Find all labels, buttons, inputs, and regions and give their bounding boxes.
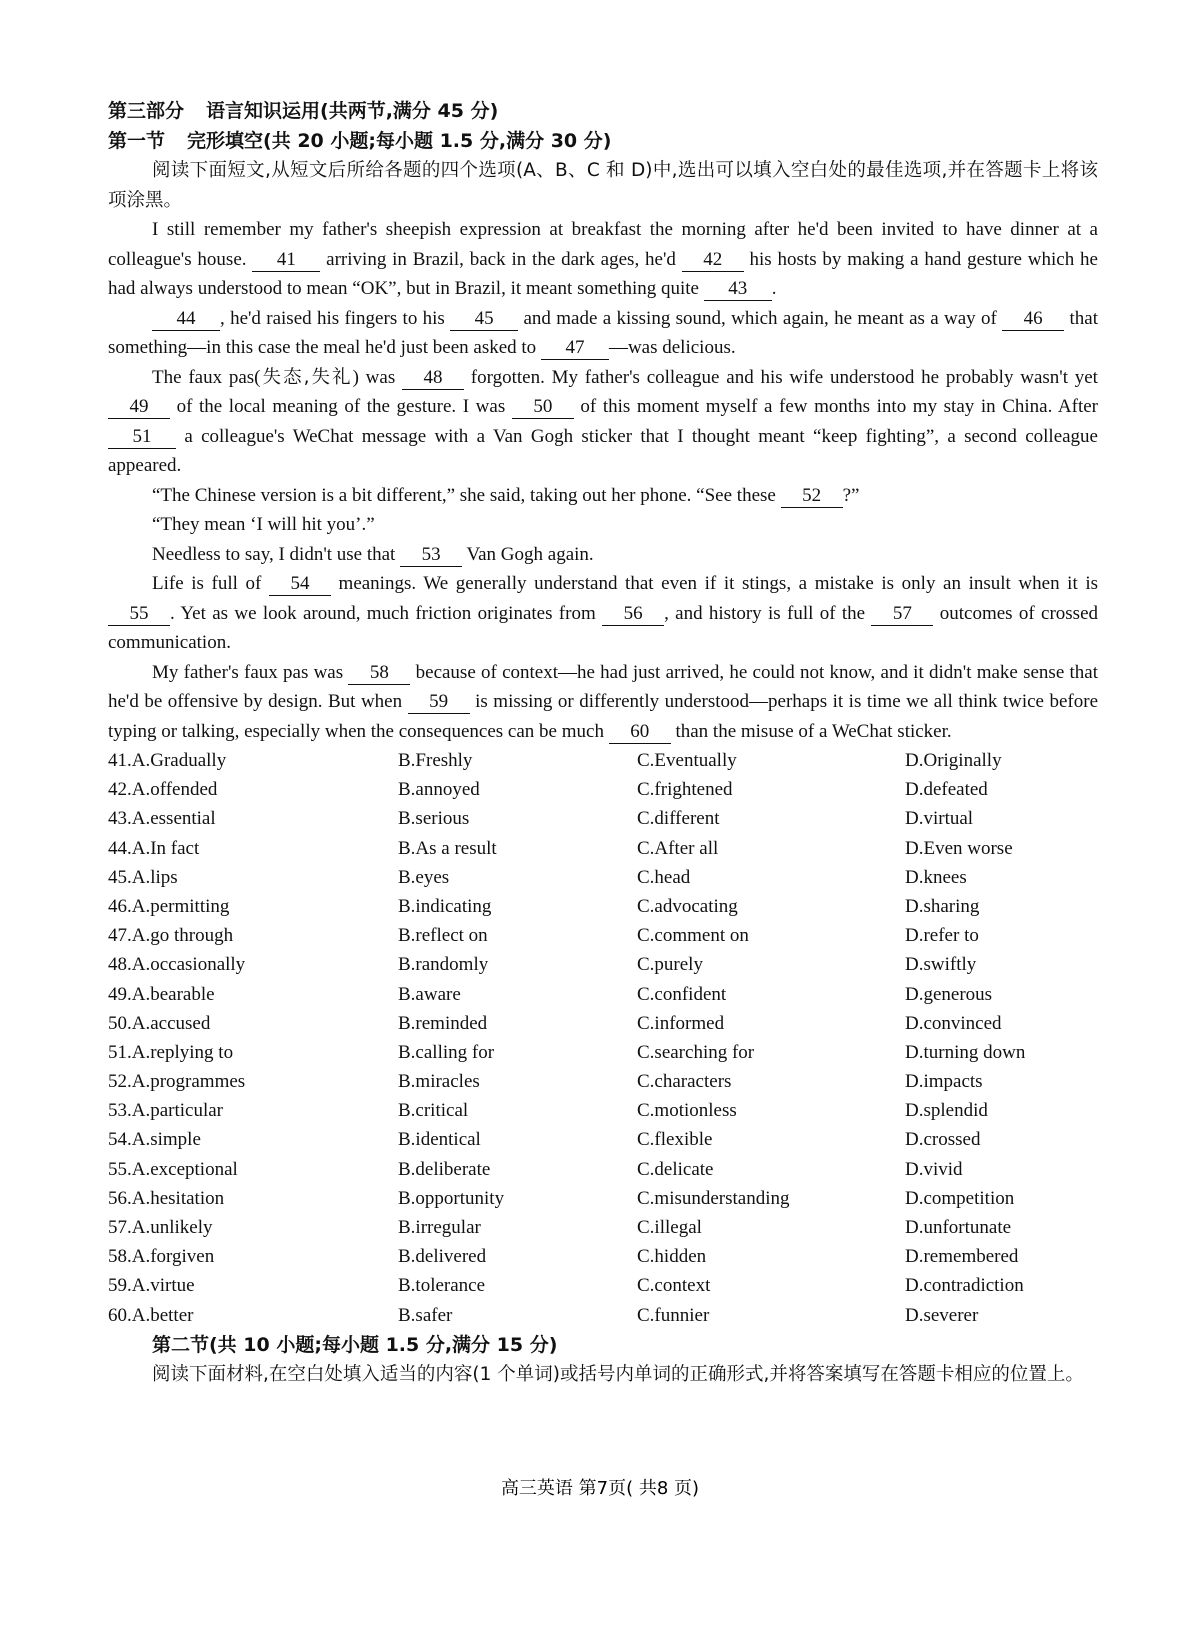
blank-52: 52: [781, 485, 843, 508]
option-a: 60.A.better: [108, 1304, 194, 1326]
option-b: B.delivered: [398, 1246, 487, 1268]
passage-text: The faux pas(: [152, 366, 261, 388]
passage-text: I still remember my father's sheepish expression at breakfast the morning after he'd been invited to have dinner at a colleague's house.: [108, 219, 1098, 270]
option-d: D.unfortunate: [905, 1217, 1012, 1238]
passage-text: Van Gogh again.: [462, 543, 594, 565]
passage-text: his hosts by making a hand gesture which he had always understood to mean “OK”, but in Brazil, it meant something quite: [108, 248, 1098, 299]
option-d: D.impacts: [905, 1071, 983, 1093]
option-b: B.As a result: [398, 837, 497, 859]
passage-text: outcomes of crossed communication.: [108, 602, 1099, 653]
option-a: 41.A.Gradually: [108, 750, 227, 771]
option-a: 52.A.programmes: [108, 1071, 246, 1093]
option-row: [108, 1301, 1098, 1330]
section2-instruction: 阅读下面材料,在空白处填入适当的内容(1 个单词)或括号内单词的正确形式,并将答案填写在答题卡相应的位置上。: [152, 1363, 1084, 1385]
option-row: [108, 1155, 1098, 1184]
section1-title: 第一节: [108, 130, 166, 152]
passage-text: of this moment myself a few months into my stay in China. After: [573, 396, 1098, 417]
passage-text: meanings. We generally understand that even if it stings, a mistake is only an insult when it is: [330, 573, 1099, 594]
exam-page: [108, 96, 1098, 1389]
passage-text: , and history is full of the: [664, 602, 872, 624]
passage-paragraph-6: [108, 540, 1098, 570]
option-a: 54.A.simple: [108, 1129, 201, 1151]
blank-50: 50: [512, 396, 574, 419]
section1-instruction: 阅读下面短文,从短文后所给各题的四个选项(A、B、C 和 D)中,选出可以填入空白处的最佳选项,并在答题卡上将该项涂黑。: [108, 160, 1098, 211]
option-c: C.After all: [637, 837, 719, 859]
blank-58: 58: [348, 662, 410, 685]
passage-text: than the misuse of a WeChat sticker.: [670, 720, 952, 742]
option-row: [108, 1125, 1098, 1154]
option-b: B.Freshly: [398, 750, 473, 771]
passage-text: ?”: [842, 484, 860, 506]
option-b: B.miracles: [398, 1071, 480, 1093]
option-row: [108, 1067, 1098, 1096]
option-a: 55.A.exceptional: [108, 1158, 238, 1180]
option-row: [108, 892, 1098, 921]
option-b: B.calling for: [398, 1041, 495, 1063]
passage-text: “The Chinese version is a bit different,” she said, taking out her phone. “See these: [152, 484, 781, 506]
option-a: 45.A.lips: [108, 866, 178, 888]
option-c: C.delicate: [637, 1158, 714, 1180]
option-d: D.splendid: [905, 1100, 988, 1122]
part-title: 第三部分: [108, 100, 185, 122]
option-d: D.remembered: [905, 1246, 1019, 1268]
section1-heading: [108, 126, 1098, 156]
passage-text: forgotten. My father's colleague and his wife understood he probably wasn't yet: [464, 366, 1098, 388]
passage-text: and made a kissing sound, which again, he meant as a way of: [518, 307, 1003, 329]
blank-46: 46: [1002, 308, 1064, 331]
option-c: C.illegal: [637, 1217, 702, 1238]
option-a: 49.A.bearable: [108, 983, 215, 1005]
option-row: [108, 775, 1098, 804]
option-row: [108, 1096, 1098, 1125]
option-b: B.critical: [398, 1100, 469, 1122]
option-a: 58.A.forgiven: [108, 1246, 215, 1268]
option-a: 42.A.offended: [108, 779, 218, 801]
passage-text: ) was: [352, 366, 403, 388]
option-d: D.virtual: [905, 808, 974, 830]
option-a: 56.A.hesitation: [108, 1187, 225, 1209]
option-c: C.advocating: [637, 895, 738, 917]
option-c: C.misunderstanding: [637, 1187, 790, 1209]
blank-45: 45: [450, 308, 518, 331]
blank-53: 53: [400, 544, 462, 567]
blank-57: 57: [871, 603, 933, 626]
passage-paragraph-1: [108, 215, 1098, 304]
option-d: D.swiftly: [905, 954, 977, 976]
part-heading: [108, 96, 1098, 126]
option-b: B.irregular: [398, 1217, 481, 1238]
option-c: C.different: [637, 808, 720, 830]
option-row: [108, 950, 1098, 979]
option-d: D.Even worse: [905, 837, 1013, 859]
option-b: B.reminded: [398, 1012, 488, 1034]
passage-text: that something—in this case the meal he'd just been asked to: [108, 307, 1098, 358]
blank-60: 60: [609, 721, 671, 744]
option-row: [108, 1242, 1098, 1271]
blank-59: 59: [408, 691, 470, 714]
option-b: B.annoyed: [398, 779, 480, 801]
option-c: C.characters: [637, 1071, 732, 1093]
blank-55: 55: [108, 603, 170, 626]
option-a: 51.A.replying to: [108, 1041, 234, 1063]
option-c: C.funnier: [637, 1304, 710, 1326]
option-b: B.serious: [398, 808, 470, 830]
option-d: D.turning down: [905, 1041, 1026, 1063]
option-row: [108, 1271, 1098, 1300]
option-d: D.defeated: [905, 779, 988, 801]
option-c: C.confident: [637, 983, 727, 1005]
option-row: [108, 921, 1098, 950]
passage-text: My father's faux pas was: [152, 661, 349, 683]
option-a: 47.A.go through: [108, 925, 234, 947]
option-d: D.Originally: [905, 750, 1002, 771]
blank-43: 43: [704, 278, 772, 301]
option-b: B.randomly: [398, 954, 489, 976]
passage-text: , he'd raised his fingers to his: [220, 307, 451, 329]
cloze-passage: [108, 215, 1098, 746]
option-c: C.flexible: [637, 1129, 713, 1151]
option-c: C.informed: [637, 1012, 725, 1034]
blank-47: 47: [541, 337, 609, 360]
page-footer: 高三英语 第7页( 共8 页): [500, 1478, 700, 1499]
answer-options: [108, 746, 1098, 1330]
option-row: [108, 1038, 1098, 1067]
option-d: D.sharing: [905, 895, 980, 917]
option-b: B.identical: [398, 1129, 481, 1151]
option-a: 53.A.particular: [108, 1100, 224, 1122]
option-d: D.competition: [905, 1187, 1015, 1209]
option-d: D.knees: [905, 866, 967, 888]
option-c: C.searching for: [637, 1041, 755, 1063]
option-row: [108, 804, 1098, 833]
blank-51: 51: [108, 426, 176, 449]
option-d: D.crossed: [905, 1129, 981, 1151]
passage-text: . Yet as we look around, much friction originates from: [170, 602, 603, 624]
passage-text: a colleague's WeChat message with a Van Gogh sticker that I thought meant “keep fighting”, a second colleague appeared.: [108, 425, 1098, 476]
passage-text: arriving in Brazil, back in the dark ages, he'd: [320, 248, 682, 270]
option-d: D.convinced: [905, 1012, 1002, 1034]
option-b: B.indicating: [398, 895, 492, 917]
passage-text: of the local meaning of the gesture. I was: [170, 396, 512, 417]
passage-paragraph-5: “They mean ‘I will hit you’.”: [152, 514, 375, 535]
blank-48: 48: [402, 367, 464, 390]
option-a: 50.A.accused: [108, 1012, 211, 1034]
option-d: D.contradiction: [905, 1275, 1024, 1297]
part-description: 语言知识运用(共两节,满分 45 分): [206, 100, 499, 122]
passage-text: Needless to say, I didn't use that: [152, 543, 401, 565]
option-b: B.safer: [398, 1304, 453, 1326]
option-c: C.motionless: [637, 1100, 737, 1122]
option-row: [108, 1213, 1098, 1242]
passage-text: because of context—he had just arrived, he could not know, and it didn't make sense that he'd be offensive by design. But when: [108, 661, 1098, 712]
option-b: B.reflect on: [398, 925, 488, 947]
option-a: 48.A.occasionally: [108, 954, 246, 976]
option-d: D.generous: [905, 983, 993, 1005]
passage-paragraph-3: [108, 363, 1098, 481]
passage-text: —was delicious.: [608, 337, 736, 358]
passage-text: is missing or differently understood—perhaps it is time we all think twice before typing or talking, especially when the consequences can be much: [108, 691, 1098, 742]
blank-42: 42: [682, 249, 744, 272]
option-b: B.deliberate: [398, 1158, 491, 1180]
chinese-gloss: 失态,失礼: [260, 366, 353, 388]
option-row: [108, 1009, 1098, 1038]
option-b: B.opportunity: [398, 1187, 505, 1209]
blank-49: 49: [108, 396, 170, 419]
option-row: [108, 1184, 1098, 1213]
option-c: C.Eventually: [637, 750, 737, 771]
passage-text: .: [771, 278, 777, 299]
option-row: [108, 746, 1098, 775]
blank-44: 44: [152, 308, 220, 331]
option-row: [108, 980, 1098, 1009]
passage-paragraph-4: [108, 481, 1098, 511]
passage-text: Life is full of: [152, 573, 269, 594]
option-c: C.context: [637, 1275, 711, 1297]
option-a: 43.A.essential: [108, 808, 216, 830]
option-c: C.purely: [637, 954, 703, 976]
passage-paragraph-2: [108, 304, 1098, 363]
option-b: B.aware: [398, 983, 461, 1005]
option-b: B.tolerance: [398, 1275, 486, 1297]
option-c: C.hidden: [637, 1246, 707, 1268]
passage-paragraph-8: [108, 658, 1098, 747]
option-c: C.comment on: [637, 925, 749, 947]
option-d: D.vivid: [905, 1158, 963, 1180]
blank-56: 56: [602, 603, 664, 626]
blank-54: 54: [269, 573, 331, 596]
option-a: 44.A.In fact: [108, 837, 200, 859]
option-row: [108, 834, 1098, 863]
option-c: C.frightened: [637, 779, 733, 801]
option-row: [108, 863, 1098, 892]
section2-heading: 第二节(共 10 小题;每小题 1.5 分,满分 15 分): [152, 1333, 558, 1356]
option-a: 59.A.virtue: [108, 1275, 195, 1297]
option-d: D.refer to: [905, 925, 979, 947]
option-a: 57.A.unlikely: [108, 1217, 213, 1238]
section1-description: 完形填空(共 20 小题;每小题 1.5 分,满分 30 分): [187, 130, 612, 152]
blank-41: 41: [252, 249, 320, 272]
option-b: B.eyes: [398, 866, 450, 888]
option-d: D.severer: [905, 1304, 979, 1326]
option-c: C.head: [637, 866, 691, 888]
passage-paragraph-7: [108, 569, 1098, 658]
option-a: 46.A.permitting: [108, 895, 230, 917]
